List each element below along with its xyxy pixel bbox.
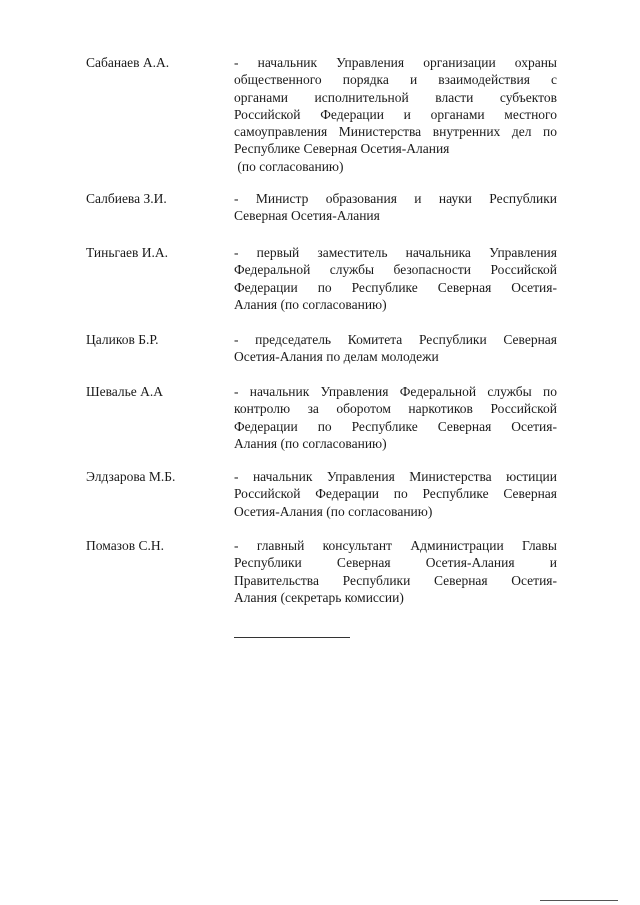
role-line: Республики Северная Осетия-Алания и (234, 555, 557, 571)
member-role (234, 244, 557, 313)
role-line: самоуправления Министерства внутренних дел по (234, 124, 557, 140)
role-line: Осетия-Алания по делам молодежи (234, 349, 439, 365)
role-line: - начальник Управления Министерства юстиции (234, 469, 557, 484)
member-role (234, 54, 557, 175)
role-line: Осетия-Алания (по согласованию) (234, 503, 433, 519)
member-name: Салбиева З.И. (86, 191, 167, 206)
role-line: органами исполнительной власти субъектов (234, 89, 557, 105)
role-line: Республике Северная Осетия-Алания (234, 141, 450, 157)
role-line: Алания (по согласованию) (234, 296, 387, 312)
role-line: Российской Федерации и органами местного (234, 106, 557, 122)
role-line: Правительства Республики Северная Осетия- (234, 572, 557, 588)
role-line: Алания (по согласованию) (234, 435, 387, 451)
member-name: Сабанаев А.А. (86, 55, 170, 70)
corner-scan-mark (540, 900, 618, 901)
role-line: Федерации по Республике Северная Осетия- (234, 279, 557, 295)
member-role (234, 468, 557, 520)
role-line: - начальник Управления организации охраны (234, 55, 557, 70)
member-role (234, 537, 557, 606)
member-name: Элдзарова М.Б. (86, 469, 176, 484)
role-line: - начальник Управления Федеральной службы по (234, 384, 557, 399)
member-role (234, 331, 557, 366)
member-role (234, 190, 557, 225)
member-name: Помазов С.Н. (86, 538, 164, 553)
member-name: Шевалье А.А (86, 384, 164, 399)
member-role (234, 383, 557, 452)
role-line: Федеральной службы безопасности Российской (234, 262, 557, 278)
member-name: Цаликов Б.Р. (86, 332, 159, 347)
role-line: - председатель Комитета Республики Северная (234, 332, 557, 347)
role-line: (по согласованию) (234, 158, 344, 174)
role-line: контролю за оборотом наркотиков Российской (234, 401, 557, 417)
role-line: Северная Осетия-Алания (234, 208, 380, 224)
role-line: Российской Федерации по Республике Северная (234, 486, 557, 502)
role-line: - Министр образования и науки Республики (234, 191, 557, 206)
role-line: Федерации по Республике Северная Осетия- (234, 418, 557, 434)
role-line: общественного порядка и взаимодействия с (234, 72, 557, 88)
role-line: - первый заместитель начальника Управления (234, 245, 557, 260)
closing-rule (234, 637, 350, 638)
role-line: - главный консультант Администрации Главы (234, 538, 557, 553)
role-line: Алания (секретарь комиссии) (234, 589, 404, 605)
member-name: Тиньгаев И.А. (86, 245, 169, 260)
